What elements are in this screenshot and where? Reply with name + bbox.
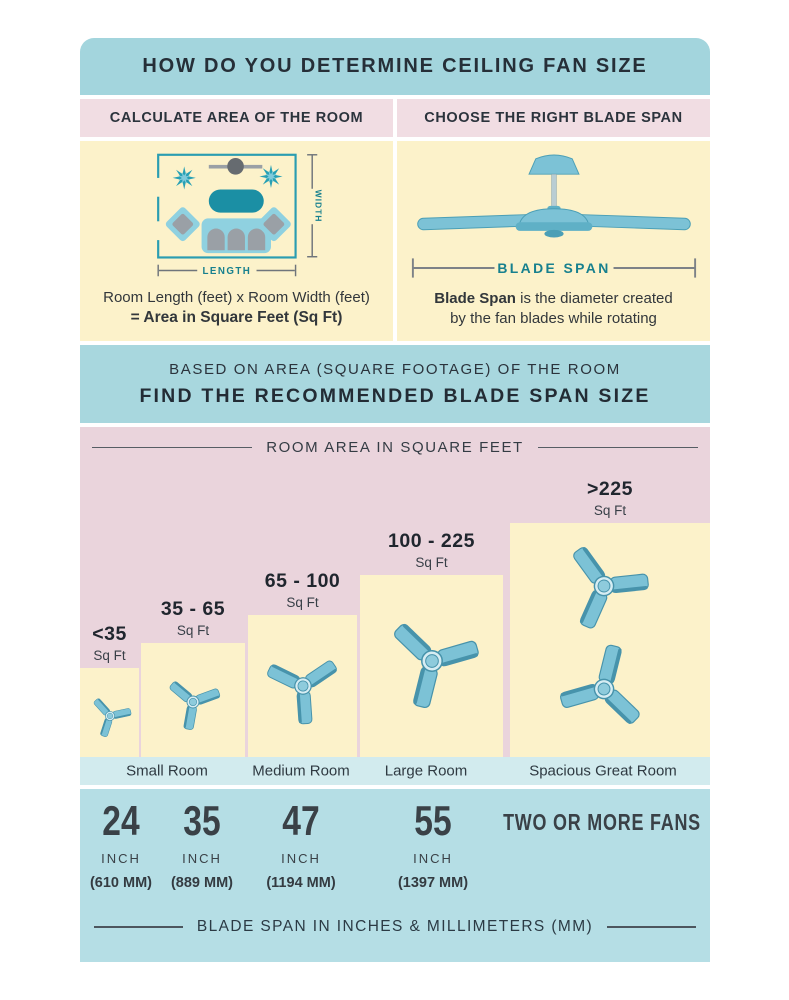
step-box-small-1 <box>80 668 139 757</box>
size-35 <box>170 797 234 891</box>
width-label: WIDTH <box>312 189 323 223</box>
right-panel-header: CHOOSE THE RIGHT BLADE SPAN <box>397 99 710 137</box>
room-label-medium: Medium Room <box>252 762 350 780</box>
divider-line <box>94 926 183 928</box>
area-label-1 <box>92 623 127 663</box>
area-unit: Sq Ft <box>93 648 126 663</box>
room-labels-band <box>80 757 710 785</box>
plant-icon <box>259 165 282 188</box>
area-formula <box>103 288 370 329</box>
plant-icon <box>172 166 195 189</box>
ceiling-fan-top-icon <box>84 690 136 742</box>
length-label: LENGTH <box>201 266 251 278</box>
section-title-text: ROOM AREA IN SQUARE FEET <box>266 439 524 456</box>
area-label-3 <box>265 570 341 610</box>
room-floorplan-illustration <box>101 149 373 288</box>
area-range: 35 - 65 <box>160 598 226 620</box>
size-mm: (610 MM) <box>89 875 153 891</box>
step-box-small-2 <box>141 643 245 757</box>
step-box-medium <box>248 615 357 757</box>
room-area-chart <box>80 427 710 757</box>
ceiling-fan-top-icon <box>163 672 223 732</box>
fan-55-inch <box>377 606 486 715</box>
area-label-4 <box>388 530 475 570</box>
description-line1 <box>434 289 672 309</box>
step-box-great-room <box>510 523 710 757</box>
size-two-or-more-fans: TWO OR MORE FANS <box>503 809 701 835</box>
left-panel-header: CALCULATE AREA OF THE ROOM <box>80 99 393 137</box>
recommendation-band <box>80 345 710 423</box>
size-unit: INCH <box>182 851 222 866</box>
recommendation-line2: FIND THE RECOMMENDED BLADE SPAN SIZE <box>139 384 651 407</box>
area-unit: Sq Ft <box>593 503 627 518</box>
description-bold: Blade Span <box>434 289 516 307</box>
area-unit: Sq Ft <box>415 555 448 570</box>
description-line2: by the fan blades while rotating <box>450 309 657 327</box>
ceiling-fan-top-icon <box>540 625 668 753</box>
blade-span-panel <box>397 141 710 341</box>
formula-line1: Room Length (feet) x Room Width (feet) <box>103 288 370 306</box>
blade-span-sizes <box>80 789 710 962</box>
column-headers <box>80 99 710 137</box>
fan-24-inch <box>84 690 136 742</box>
step-box-large <box>360 575 503 757</box>
divider-line <box>538 447 698 449</box>
size-mm: (889 MM) <box>170 875 234 891</box>
sizes-footer-text: BLADE SPAN IN INCHES & MILLIMETERS (MM) <box>196 918 594 935</box>
area-label-5 <box>587 478 633 518</box>
size-47 <box>266 797 336 891</box>
area-range: >225 <box>587 478 633 500</box>
blade-span-measure-line <box>410 255 698 281</box>
size-unit: INCH <box>413 851 453 866</box>
divider-line <box>607 926 696 928</box>
area-label-2 <box>161 598 225 638</box>
area-range: 100 - 225 <box>388 530 475 552</box>
calculate-area-panel <box>80 141 393 341</box>
area-unit: Sq Ft <box>176 623 210 638</box>
ceiling-fan-side-illustration <box>410 153 698 253</box>
room-label-spacious: Spacious Great Room <box>529 762 677 780</box>
page-title: HOW DO YOU DETERMINE CEILING FAN SIZE <box>142 55 648 77</box>
recommendation-line1: BASED ON AREA (SQUARE FOOTAGE) OF THE ROOM <box>169 360 621 378</box>
blade-span-label: BLADE SPAN <box>496 259 611 276</box>
area-unit: Sq Ft <box>286 595 319 610</box>
room-label-small: Small Room <box>126 762 208 780</box>
ceiling-fan-top-icon <box>253 636 352 735</box>
fan-35-inch <box>163 672 223 732</box>
area-range: 65 - 100 <box>264 570 341 592</box>
size-unit: INCH <box>101 851 141 866</box>
description-rest: is the diameter created <box>515 289 673 307</box>
ceiling-fan-top-icon <box>377 606 486 715</box>
size-value: 47 <box>282 797 320 844</box>
blade-span-description <box>434 289 672 330</box>
ceiling-fan-top-icon <box>546 528 662 644</box>
size-value: 35 <box>183 797 221 844</box>
size-55 <box>397 797 469 891</box>
size-mm: (1397 MM) <box>397 875 469 891</box>
size-value: 55 <box>414 797 452 844</box>
divider-line <box>92 447 252 449</box>
size-value: 24 <box>102 797 140 844</box>
room-label-large: Large Room <box>384 762 468 780</box>
chair-icon <box>164 206 201 243</box>
fan-multi-2 <box>540 625 668 753</box>
sizes-footer <box>80 918 710 936</box>
size-mm: (1194 MM) <box>266 875 336 891</box>
illustration-panels <box>80 141 710 341</box>
chart-section-title <box>80 439 710 456</box>
main-header <box>80 38 710 95</box>
size-unit: INCH <box>281 851 321 866</box>
area-range: <35 <box>92 623 127 645</box>
size-24 <box>89 797 153 891</box>
formula-line2: = Area in Square Feet (Sq Ft) <box>130 309 343 327</box>
fan-multi-1 <box>546 528 662 644</box>
fan-47-inch <box>253 636 352 735</box>
